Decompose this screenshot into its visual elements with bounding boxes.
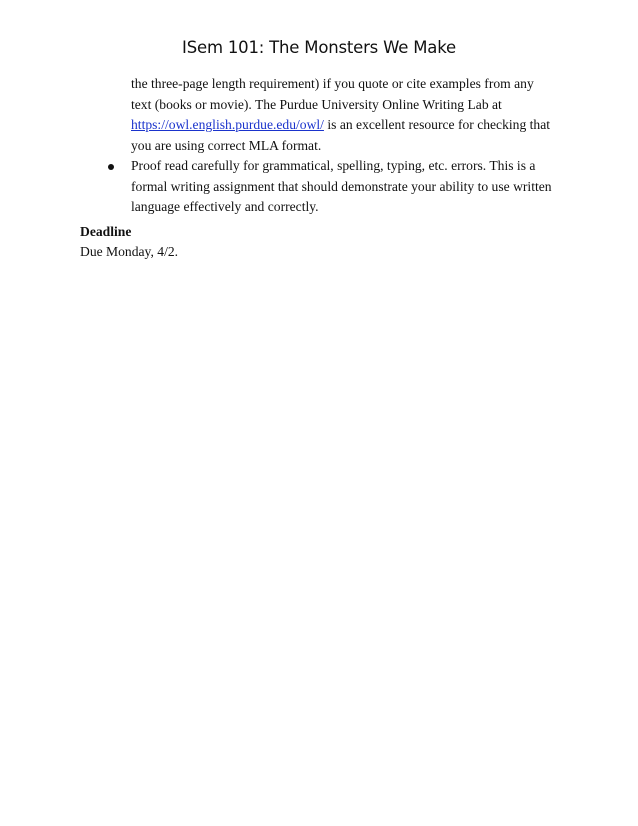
- deadline-heading: Deadline: [80, 224, 132, 239]
- purdue-owl-link[interactable]: https://owl.english.purdue.edu/owl/: [131, 117, 324, 133]
- deadline-text: Due Monday, 4/2.: [80, 244, 179, 259]
- bullet-text: Proof read carefully for grammatical, spelling, typing, etc. errors. This is a formal writing assignment that should demonstrate your ability to use written language effectively and correctly.: [131, 158, 552, 215]
- bullet-list: [108, 156, 558, 218]
- list-item: [108, 156, 558, 218]
- page-header-title: ISem 101: The Monsters We Make: [182, 38, 456, 57]
- bullet-dot-icon: [108, 164, 114, 170]
- paragraph-text-after-link: is an excellent resource for checking that you are using correct MLA format.: [131, 117, 551, 153]
- paragraph-text-before-link: the three-page length requirement) if you quote or cite examples from any text (books or movie). The Purdue University Online Writing Lab at: [131, 76, 534, 112]
- continued-paragraph: [131, 74, 551, 156]
